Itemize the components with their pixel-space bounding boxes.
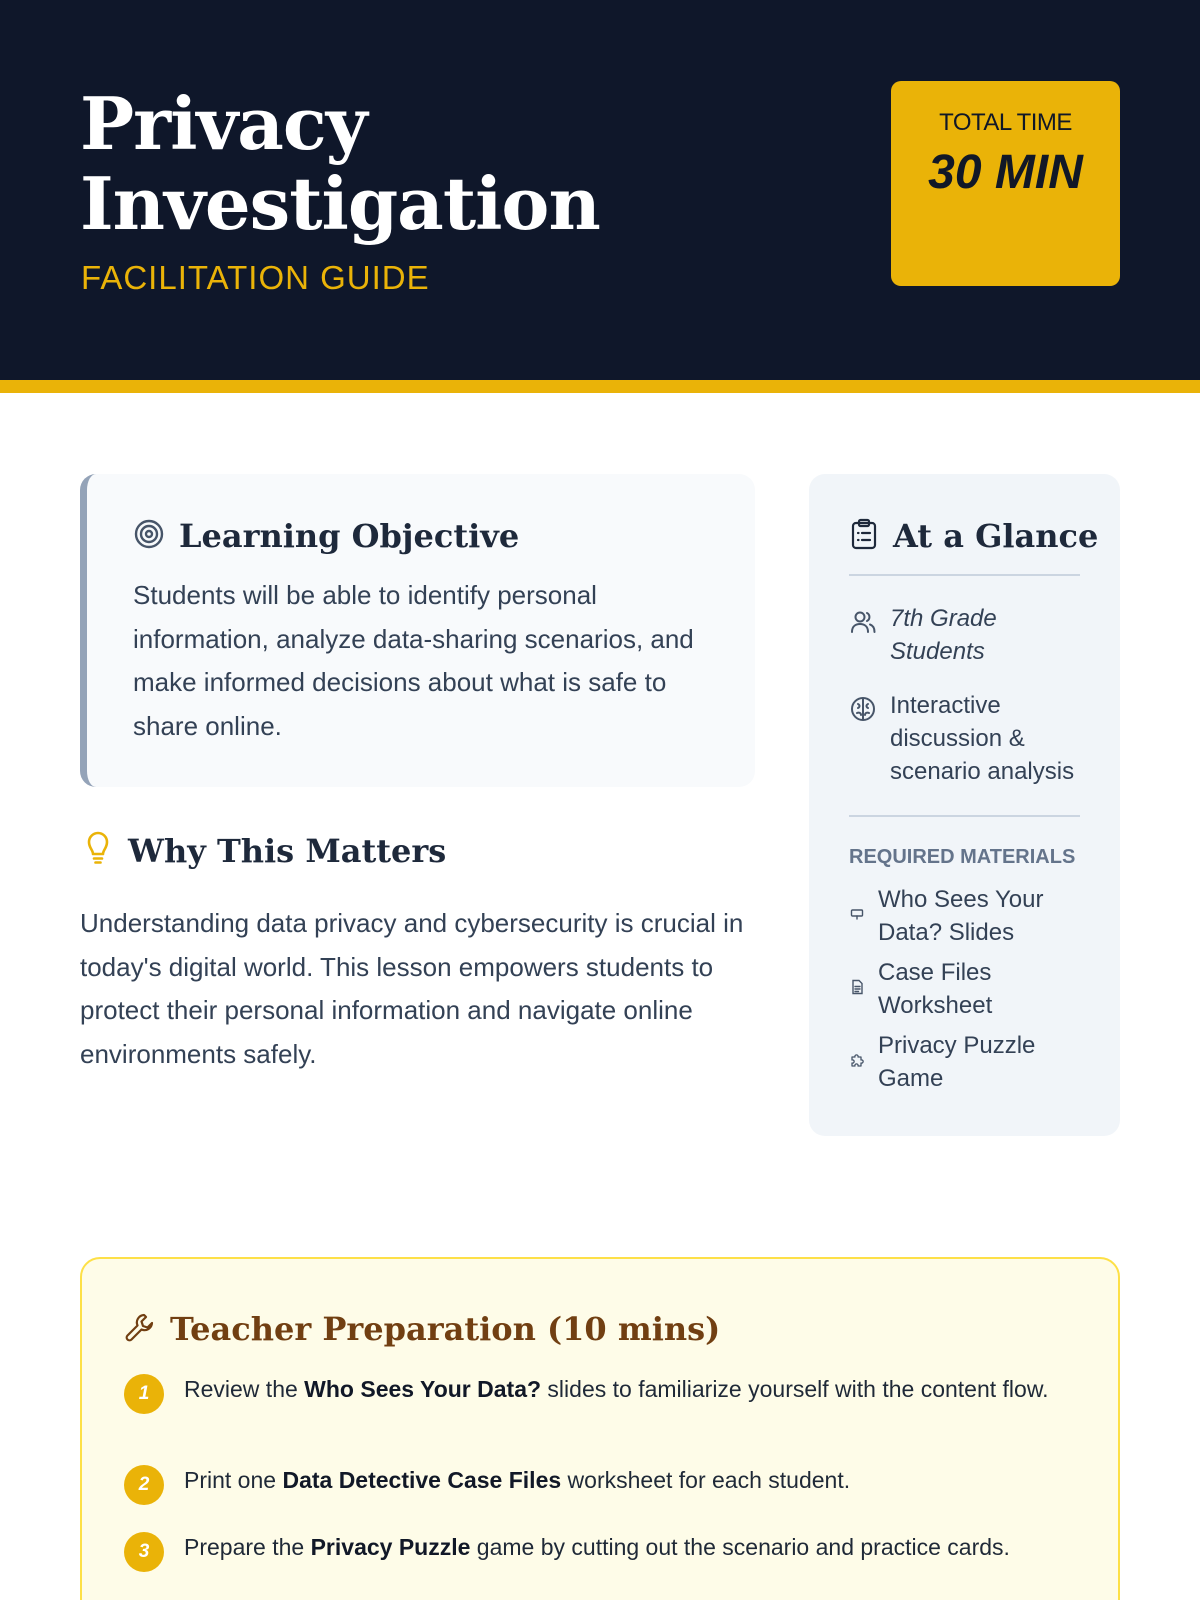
material-item-worksheet <box>849 956 1068 1022</box>
learning-objective-card <box>80 474 755 787</box>
prep-step <box>124 1374 1084 1414</box>
teacher-preparation-header <box>124 1309 720 1349</box>
total-time-value: 30 MIN <box>928 146 1083 199</box>
total-time-label: TOTAL TIME <box>939 109 1072 136</box>
why-this-matters-heading: Why This Matters <box>128 831 447 870</box>
total-time-badge <box>891 81 1120 286</box>
learning-objective-header <box>133 516 519 556</box>
page-subtitle: FACILITATION GUIDE <box>81 259 430 296</box>
page-header <box>0 0 1200 380</box>
users-icon <box>849 602 877 641</box>
at-a-glance-heading: At a Glance <box>893 517 1099 555</box>
learning-objective-heading: Learning Objective <box>179 517 520 555</box>
wrench-icon <box>124 1311 156 1348</box>
divider <box>849 815 1080 817</box>
material-item-text: Who Sees Your Data? Slides <box>878 886 1044 946</box>
prep-step <box>124 1465 1084 1505</box>
at-a-glance-header <box>849 516 1098 556</box>
step-text: Prepare the Privacy Puzzle game by cutting out the scenario and practice cards. <box>184 1534 1010 1560</box>
glance-item-audience <box>849 602 1040 668</box>
step-number-badge: 2 <box>124 1465 164 1505</box>
required-materials-label: REQUIRED MATERIALS <box>849 846 1076 868</box>
material-item-text: Privacy Puzzle Game <box>878 1032 1036 1092</box>
header-accent-stripe <box>0 380 1200 393</box>
teacher-preparation-card <box>80 1257 1120 1600</box>
material-item-slides <box>849 883 1078 949</box>
glance-item-text: 7th Grade Students <box>890 605 997 665</box>
step-text: Review the Who Sees Your Data? slides to familiarize yourself with the content flow. <box>184 1376 1049 1402</box>
document-icon <box>849 979 865 1000</box>
at-a-glance-panel <box>809 474 1120 1136</box>
step-text: Print one Data Detective Case Files worksheet for each student. <box>184 1467 851 1493</box>
learning-objective-text: Students will be able to identify personal information, analyze data-sharing scenarios, and make informed decisions about what is safe to share online. <box>133 580 694 741</box>
teacher-preparation-heading: Teacher Preparation (10 mins) <box>170 1310 721 1348</box>
step-number-badge: 1 <box>124 1374 164 1414</box>
target-icon <box>133 518 165 555</box>
brain-icon <box>849 689 877 728</box>
why-this-matters-text: Understanding data privacy and cybersecurity is crucial in today's digital world. This lesson empowers students to protect their personal information and navigate online environments safely. <box>80 908 744 1069</box>
glance-item-text: Interactive discussion & scenario analysis <box>890 692 1075 785</box>
puzzle-icon <box>849 1052 865 1073</box>
material-item-text: Case Files Worksheet <box>878 959 993 1019</box>
clipboard-icon <box>849 518 879 555</box>
presentation-icon <box>849 906 865 927</box>
divider <box>849 574 1080 576</box>
page-title: Privacy Investigation <box>80 81 600 246</box>
step-number-badge: 3 <box>124 1532 164 1572</box>
why-this-matters-header <box>82 830 446 871</box>
glance-item-format <box>849 689 1090 788</box>
prep-step <box>124 1532 1084 1572</box>
material-item-game <box>849 1029 1068 1095</box>
lightbulb-icon <box>82 830 114 871</box>
